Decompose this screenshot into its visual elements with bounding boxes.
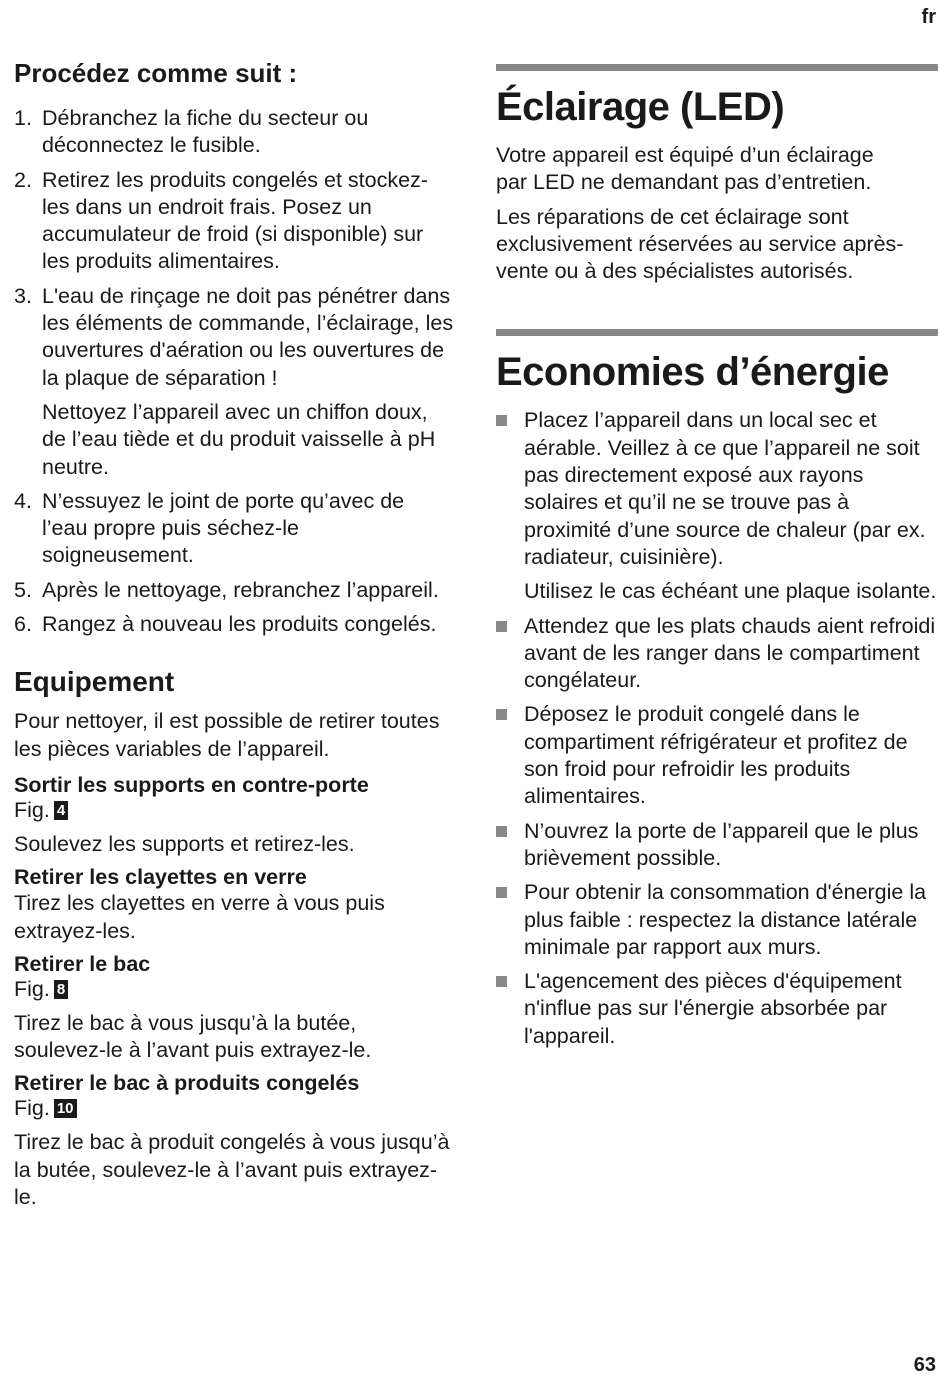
lighting-paragraph: Votre appareil est équipé d’un éclairage par LED ne demandant pas d’entretien. bbox=[496, 143, 874, 195]
equipment-intro: Pour nettoyer, il est possible de retirer toutes les pièces variables de l’appareil. bbox=[14, 709, 440, 761]
figure-reference bbox=[14, 798, 454, 823]
step-text: L'eau de rinçage ne doit pas pénétrer dans les éléments de commande, l’éclairage, les ouvertures d'aération ou les ouvertures de la plaque de séparation ! bbox=[42, 283, 454, 390]
section-text: Tirez le bac à produit congelés à vous jusqu’à la butée, soulevez-le à l’avant puis extrayez-le. bbox=[14, 1130, 450, 1210]
bullet-square-icon bbox=[496, 415, 507, 426]
equipment-title: Equipement bbox=[14, 666, 175, 698]
step-number: 3. bbox=[14, 283, 32, 308]
tip-text: Placez l’appareil dans un local sec et aérable. Veillez à ce que l’appareil ne soit pas directement exposé aux rayons solaires et qu’il ne se trouve pas à proximité d’une source de chaleur (par ex. radiateur, cuisinière). bbox=[524, 408, 926, 569]
bullet-square-icon bbox=[496, 976, 507, 987]
step-item bbox=[14, 105, 454, 160]
left-column bbox=[14, 58, 454, 1218]
tip-text: Pour obtenir la consommation d'énergie la plus faible : respectez la distance latérale minimale par rapport aux murs. bbox=[524, 880, 927, 959]
step-text: Rangez à nouveau les produits congelés. bbox=[42, 612, 437, 637]
step-number: 1. bbox=[14, 106, 32, 130]
figure-reference bbox=[14, 1096, 454, 1121]
figure-number-badge: 10 bbox=[54, 1099, 77, 1118]
section-divider bbox=[496, 64, 938, 71]
section-heading: Retirer le bac bbox=[14, 951, 151, 976]
section-heading: Retirer le bac à produits congelés bbox=[14, 1071, 360, 1096]
step-text: Après le nettoyage, rebranchez l’appareil. bbox=[42, 577, 439, 602]
tip-item bbox=[496, 407, 938, 605]
section-divider bbox=[496, 329, 938, 336]
figure-label: Fig. bbox=[14, 1096, 50, 1121]
lighting-title: Éclairage (LED) bbox=[496, 85, 785, 129]
tip-item bbox=[496, 879, 938, 961]
tip-item bbox=[496, 613, 938, 695]
equipment-section bbox=[14, 1071, 454, 1211]
step-text: Débranchez la fiche du secteur ou déconnectez le fusible. bbox=[42, 106, 369, 158]
step-item bbox=[14, 488, 454, 570]
bullet-square-icon bbox=[496, 887, 507, 898]
step-subtext: Nettoyez l’appareil avec un chiffon doux, de l’eau tiède et du produit vaisselle à pH neutre. bbox=[42, 399, 436, 479]
section-heading: Retirer les clayettes en verre bbox=[14, 865, 307, 890]
step-item bbox=[14, 167, 454, 276]
step-number: 6. bbox=[14, 612, 32, 637]
section-text: Soulevez les supports et retirez-les. bbox=[14, 831, 355, 856]
language-label: fr bbox=[921, 6, 936, 28]
figure-number-badge: 4 bbox=[54, 801, 68, 820]
lighting-paragraph: Les réparations de cet éclairage sont exclusivement réservées au service après-vente ou à des spécialistes autorisés. bbox=[496, 204, 904, 284]
figure-label: Fig. bbox=[14, 797, 50, 822]
figure-reference bbox=[14, 977, 454, 1002]
step-number: 5. bbox=[14, 577, 32, 602]
bullet-square-icon bbox=[496, 826, 507, 837]
tip-item bbox=[496, 818, 938, 873]
step-item bbox=[14, 611, 454, 638]
equipment-section bbox=[14, 952, 454, 1065]
page-number: 63 bbox=[913, 1354, 936, 1376]
section-text: Tirez le bac à vous jusqu’à la butée, soulevez-le à l’avant puis extrayez-le. bbox=[14, 1010, 372, 1063]
bullet-square-icon bbox=[496, 621, 507, 632]
step-text: Retirez les produits congelés et stockez-les dans un endroit frais. Posez un accumulateur de froid (si disponible) sur les produits alimentaires. bbox=[42, 167, 428, 274]
energy-title: Economies d’énergie bbox=[496, 350, 889, 395]
tip-item bbox=[496, 968, 938, 1050]
figure-label: Fig. bbox=[14, 976, 50, 1001]
procedure-steps bbox=[14, 105, 454, 638]
tip-item bbox=[496, 701, 938, 810]
tip-text: L'agencement des pièces d'équipement n'influe pas sur l'énergie absorbée par l'appareil. bbox=[524, 969, 902, 1048]
tip-subtext: Utilisez le cas échéant une plaque isolante. bbox=[524, 579, 937, 604]
step-text: N’essuyez le joint de porte qu’avec de l’eau propre puis séchez-le soigneusement. bbox=[42, 488, 405, 568]
step-number: 2. bbox=[14, 167, 32, 192]
energy-tips bbox=[496, 407, 938, 1050]
right-column bbox=[496, 64, 938, 1057]
procedure-title: Procédez comme suit : bbox=[14, 58, 298, 88]
bullet-square-icon bbox=[496, 709, 507, 720]
section-text: Tirez les clayettes en verre à vous puis extrayez-les. bbox=[14, 891, 385, 943]
tip-text: Déposez le produit congelé dans le compartiment réfrigérateur et profitez de son froid pour refroidir les produits alimentaires. bbox=[524, 702, 908, 809]
equipment-section bbox=[14, 773, 454, 858]
figure-number-badge: 8 bbox=[54, 980, 68, 999]
equipment-section bbox=[14, 865, 454, 945]
step-item bbox=[14, 283, 454, 481]
tip-text: N’ouvrez la porte de l’appareil que le plus brièvement possible. bbox=[524, 818, 919, 870]
section-heading: Sortir les supports en contre-porte bbox=[14, 772, 369, 797]
step-item bbox=[14, 577, 454, 604]
step-number: 4. bbox=[14, 488, 32, 513]
tip-text: Attendez que les plats chauds aient refroidi avant de les ranger dans le compartiment congélateur. bbox=[524, 613, 936, 693]
